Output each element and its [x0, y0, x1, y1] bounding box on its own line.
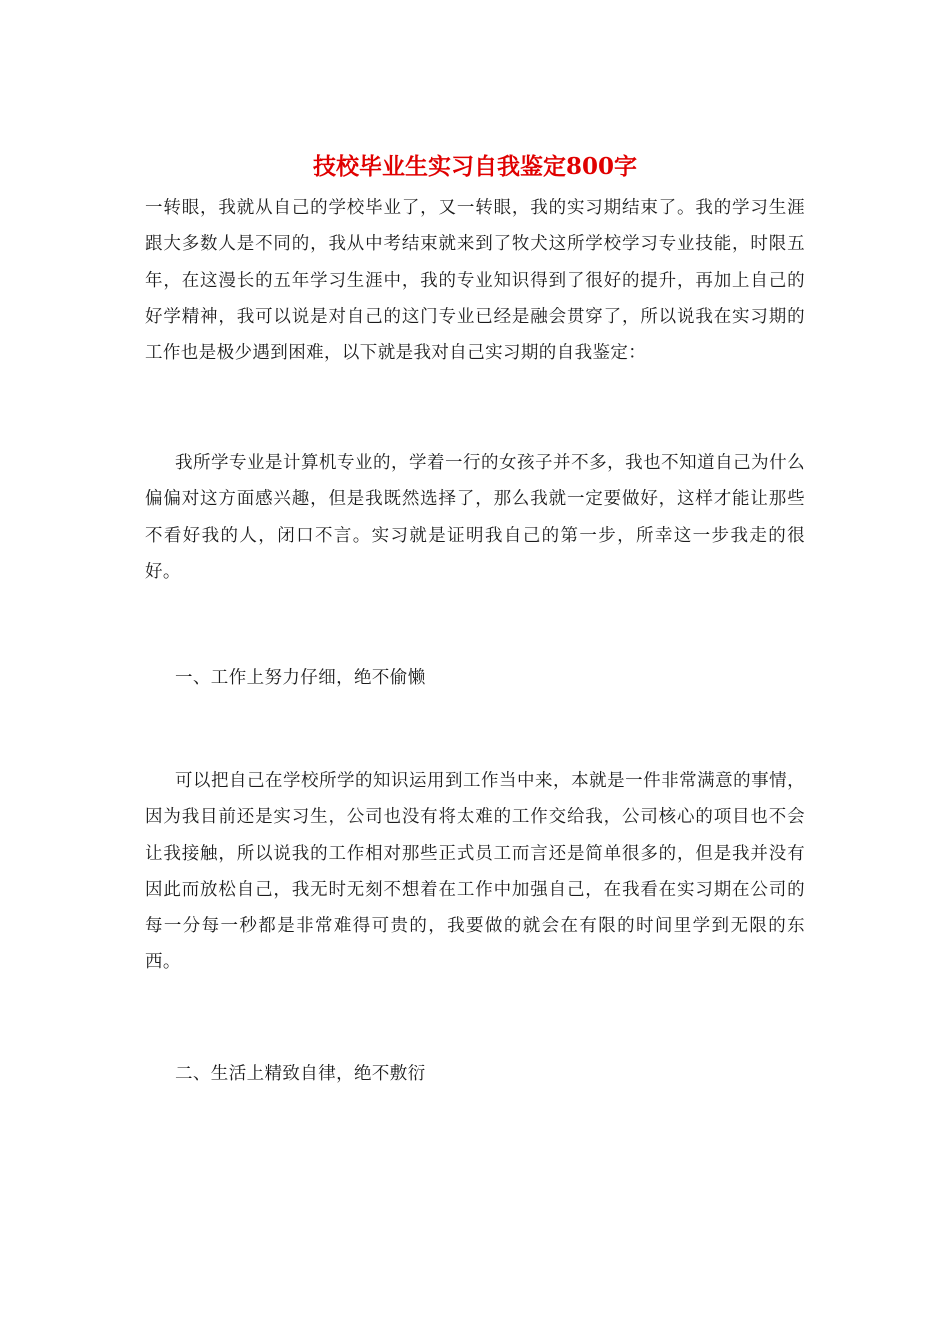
document-title: 技校毕业生实习自我鉴定800字 — [312, 153, 637, 180]
body-paragraph-work: 可以把自己在学校所学的知识运用到工作当中来，本就是一件非常满意的事情，因为我目前还是实习生，公司也没有将太难的工作交给我，公司核心的项目也不会让我接触，所以说我的工作相对那些正式员工而言还是简单很多的，但是我并没有因此而放松自己，我无时无刻不想着在工作中加强自己，在我看在实习期在公司的每一分每一秒都是非常难得可贵的，我要做的就会在有限的时间里学到无限的东西。 — [145, 771, 805, 973]
section-heading-life: 二、生活上精致自律，绝不敷衍 — [175, 1064, 426, 1084]
body-paragraph-major: 我所学专业是计算机专业的，学着一行的女孩子并不多，我也不知道自己为什么偏偏对这方面感兴趣，但是我既然选择了，那么我就一定要做好，这样才能让那些不看好我的人，闭口不言。实习就是证明我自己的第一步，所幸这一步我走的很好。 — [145, 453, 805, 582]
section-heading-work: 一、工作上努力仔细，绝不偷懒 — [175, 668, 426, 688]
intro-paragraph: 一转眼，我就从自己的学校毕业了，又一转眼，我的实习期结束了。我的学习生涯跟大多数人是不同的，我从中考结束就来到了牧犬这所学校学习专业技能，时限五年，在这漫长的五年学习生涯中，我的专业知识得到了很好的提升，再加上自己的好学精神，我可以说是对自己的这门专业已经是融会贯穿了，所以说我在实习期的工作也是极少遇到困难，以下就是我对自己实习期的自我鉴定： — [145, 198, 805, 364]
